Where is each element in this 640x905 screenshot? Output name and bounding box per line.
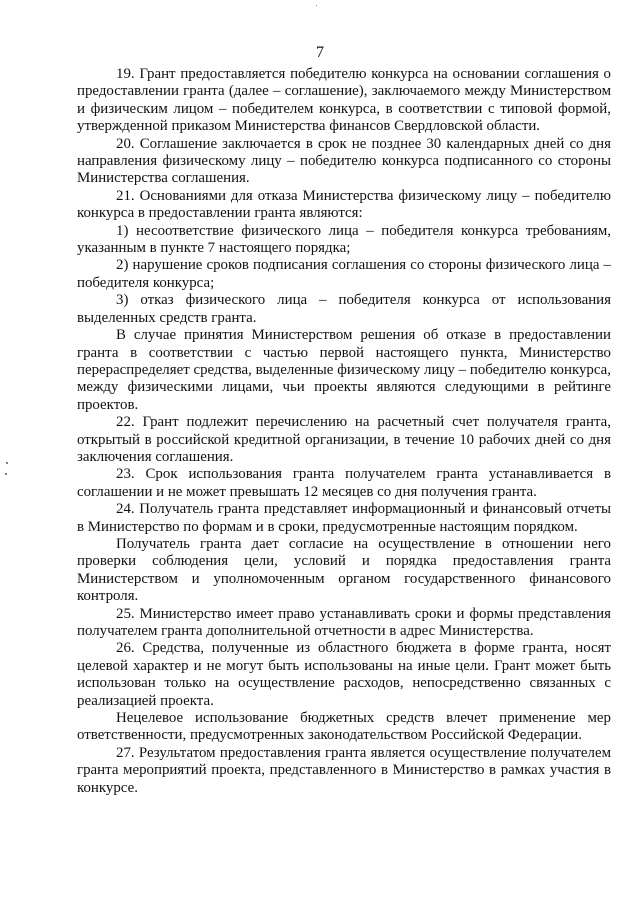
paragraph-25: 25. Министерство имеет право устанавливать сроки и формы представления получателем гранта дополнительной отчетности в адрес Министерства. — [77, 605, 611, 639]
scan-speck — [6, 462, 8, 464]
paragraph-21: 21. Основаниями для отказа Министерства физическому лицу – победителю конкурса в предоставлении гранта являются: — [77, 187, 611, 222]
paragraph-26: 26. Средства, полученные из областного бюджета в форме гранта, носят целевой характер и не могут быть использованы на иные цели. Грант может быть использован только на осуществление расходов, непосредственно связанных с реализацией проекта. — [77, 640, 611, 709]
paragraph-23: 23. Срок использования гранта получателем гранта устанавливается в соглашении и не может превышать 12 месяцев со дня получения гранта. — [77, 466, 611, 500]
paragraph-21-item-3: 3) отказ физического лица – победителя конкурса от использования выделенных средств гранта. — [77, 292, 611, 326]
paragraph-21-refusal: В случае принятия Министерством решения об отказе в предоставлении гранта в соответствии с частью первой настоящего пункта, Министерство перераспределяет средства, выделенные физическому лицу – победителю конкурса, между физическими лицами, чьи проекты являются следующими в рейтинге проектов. — [77, 327, 611, 413]
paragraph-20: 20. Соглашение заключается в срок не позднее 30 календарных дней со дня направления физическому лицу – победителю конкурса подписанного со стороны Министерства соглашения. — [77, 135, 611, 187]
paragraph-19: 19. Грант предоставляется победителю конкурса на основании соглашения о предоставлении гранта (далее – соглашение), заключаемого между Министерством и физическим лицом – победителем конкурса, в соответствии с типовой формой, утвержденной приказом Министерства финансов Свердловской области. — [77, 66, 611, 135]
page-number: 7 — [316, 44, 324, 61]
paragraph-26-liability: Нецелевое использование бюджетных средств влечет применение мер ответственности, предусмотренных законодательством Российской Федерации. — [77, 710, 611, 744]
document-body — [77, 66, 611, 797]
paragraph-24-consent: Получатель гранта дает согласие на осуществление в отношении него проверки соблюдения цели, условий и порядка предоставления гранта Министерством и уполномоченным органом государственного финансового контроля. — [77, 535, 611, 605]
paragraph-21-item-1: 1) несоответствие физического лица – победителя конкурса требованиям, указанным в пункте 7 настоящего порядка; — [77, 222, 611, 257]
paragraph-21-item-2: 2) нарушение сроков подписания соглашения со стороны физического лица – победителя конкурса; — [77, 257, 611, 291]
scan-speck — [5, 473, 7, 475]
paragraph-27: 27. Результатом предоставления гранта является осуществление получателем гранта мероприятий проекта, представленного в Министерство в рамках участия в конкурсе. — [77, 744, 611, 796]
paragraph-24: 24. Получатель гранта представляет информационный и финансовый отчеты в Министерство по формам и в сроки, предусмотренные настоящим порядком. — [77, 501, 611, 535]
scan-speck — [316, 5, 317, 6]
paragraph-22: 22. Грант подлежит перечислению на расчетный счет получателя гранта, открытый в российской кредитной организации, в течение 10 рабочих дней со дня заключения соглашения. — [77, 414, 611, 465]
